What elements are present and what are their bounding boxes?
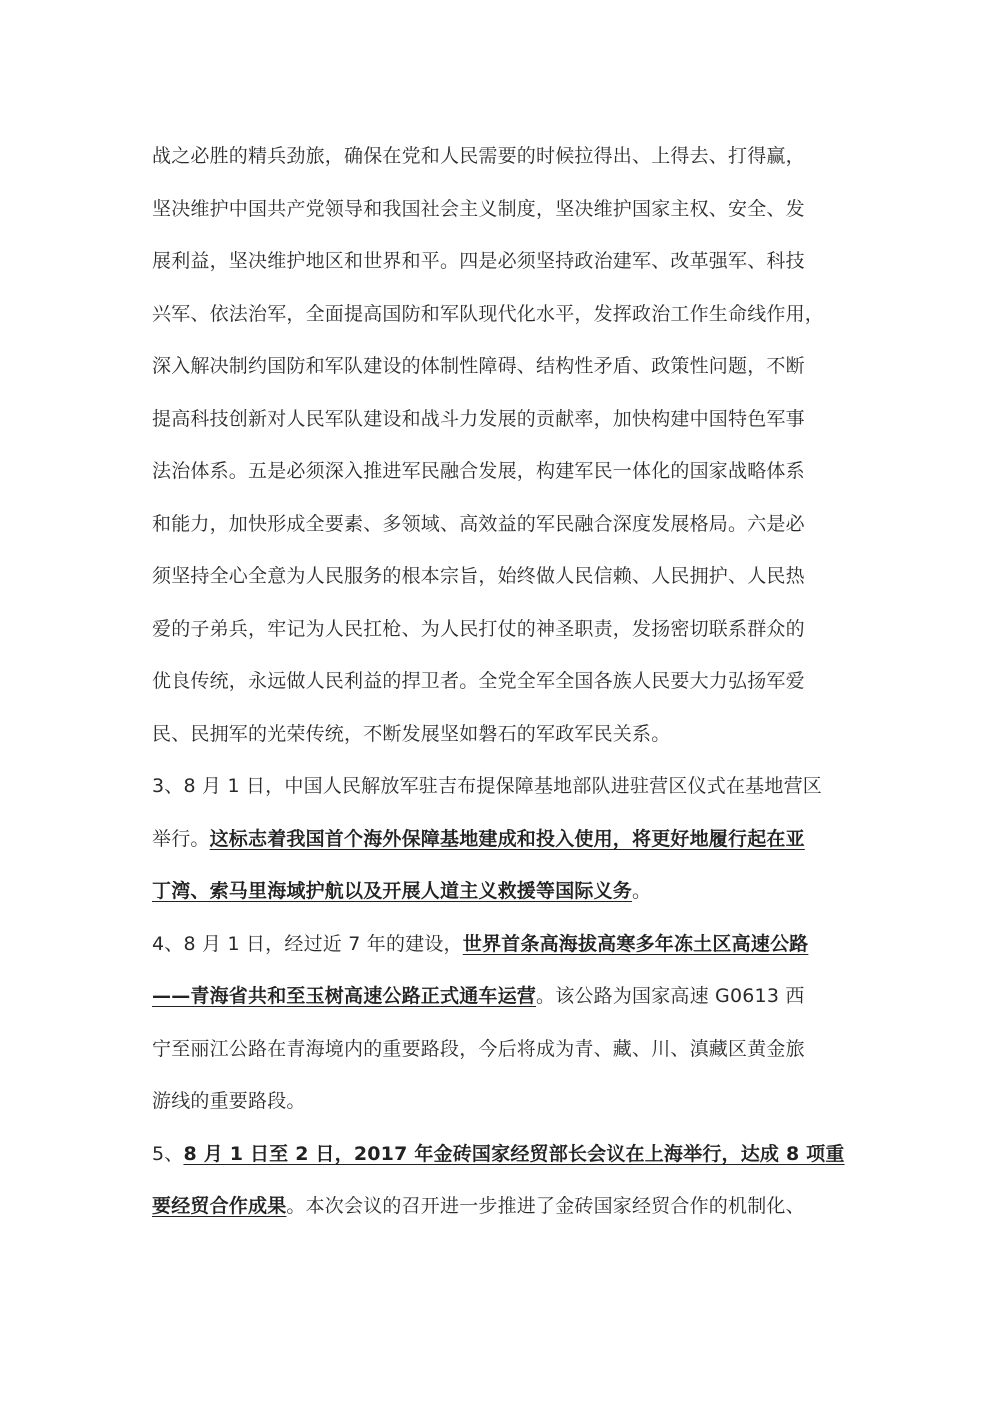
plain-text: 。该公路为国家高速 G0613 西 xyxy=(536,985,805,1007)
text-line: 游线的重要路段。 xyxy=(152,1090,306,1112)
text-line: 展利益，坚决维护地区和世界和平。四是必须坚持政治建军、改革强军、科技 xyxy=(152,250,805,272)
text-line xyxy=(152,1128,852,1181)
text-line xyxy=(152,865,852,918)
plain-text: 4、8 月 1 日，经过近 7 年的建设， xyxy=(152,932,463,955)
text-line xyxy=(152,1180,852,1233)
news-item-5 xyxy=(152,1128,852,1233)
text-line xyxy=(152,918,852,971)
text-line: 优良传统，永远做人民利益的捍卫者。全党全军全国各族人民要大力弘扬军爱 xyxy=(152,670,805,692)
text-line: 坚决维护中国共产党领导和我国社会主义制度，坚决维护国家主权、安全、发 xyxy=(152,197,805,220)
text-line: 爱的子弟兵，牢记为人民扛枪、为人民打仗的神圣职责，发扬密切联系群众的 xyxy=(152,617,805,640)
plain-text: 。本次会议的召开进一步推进了金砖国家经贸合作的机制化、 xyxy=(286,1195,805,1217)
text-line: 兴军、依法治军，全面提高国防和军队现代化水平，发挥政治工作生命线作用， xyxy=(152,302,825,325)
text-line: 宁至丽江公路在青海境内的重要路段，今后将成为青、藏、川、滇藏区黄金旅 xyxy=(152,1037,805,1060)
text-line xyxy=(152,970,852,1023)
text-line: 3、8 月 1 日，中国人民解放军驻吉布提保障基地部队进驻营区仪式在基地营区 xyxy=(152,775,822,797)
text-line: 深入解决制约国防和军队建设的体制性障碍、结构性矛盾、政策性问题，不断 xyxy=(152,355,805,377)
text-line: 提高科技创新对人民军队建设和战斗力发展的贡献率，加快构建中国特色军事 xyxy=(152,407,805,430)
plain-text: 5、 xyxy=(152,1142,184,1165)
text-line: 和能力，加快形成全要素、多领域、高效益的军民融合深度发展格局。六是必 xyxy=(152,512,805,535)
plain-text: 。 xyxy=(632,880,652,902)
plain-text: 举行。 xyxy=(152,827,210,850)
text-line: 法治体系。五是必须深入推进军民融合发展，构建军民一体化的国家战略体系 xyxy=(152,460,805,482)
highlight-text: 要经贸合作成果 xyxy=(152,1195,287,1217)
highlight-text: 8 月 1 日至 2 日，2017 年金砖国家经贸部长会议在上海举行，达成 8 项重 xyxy=(183,1142,845,1165)
text-line: 民、民拥军的光荣传统，不断发展坚如磐石的军政军民关系。 xyxy=(152,722,671,745)
news-item-3 xyxy=(152,760,852,918)
text-line: 战之必胜的精兵劲旅，确保在党和人民需要的时候拉得出、上得去、打得赢， xyxy=(152,145,805,167)
highlight-text: 这标志着我国首个海外保障基地建成和投入使用，将更好地履行起在亚 xyxy=(209,827,805,850)
highlight-text: 世界首条高海拔高寒多年冻土区高速公路 xyxy=(462,932,809,955)
highlight-text: 丁湾、索马里海域护航以及开展人道主义救援等国际义务 xyxy=(152,880,633,902)
highlight-text: ——青海省共和至玉树高速公路正式通车运营 xyxy=(152,985,537,1007)
news-item-4 xyxy=(152,918,852,1128)
text-line: 须坚持全心全意为人民服务的根本宗旨，始终做人民信赖、人民拥护、人民热 xyxy=(152,565,805,587)
paragraph-continuation xyxy=(152,130,852,760)
document-body xyxy=(152,130,852,1233)
text-line xyxy=(152,813,852,866)
